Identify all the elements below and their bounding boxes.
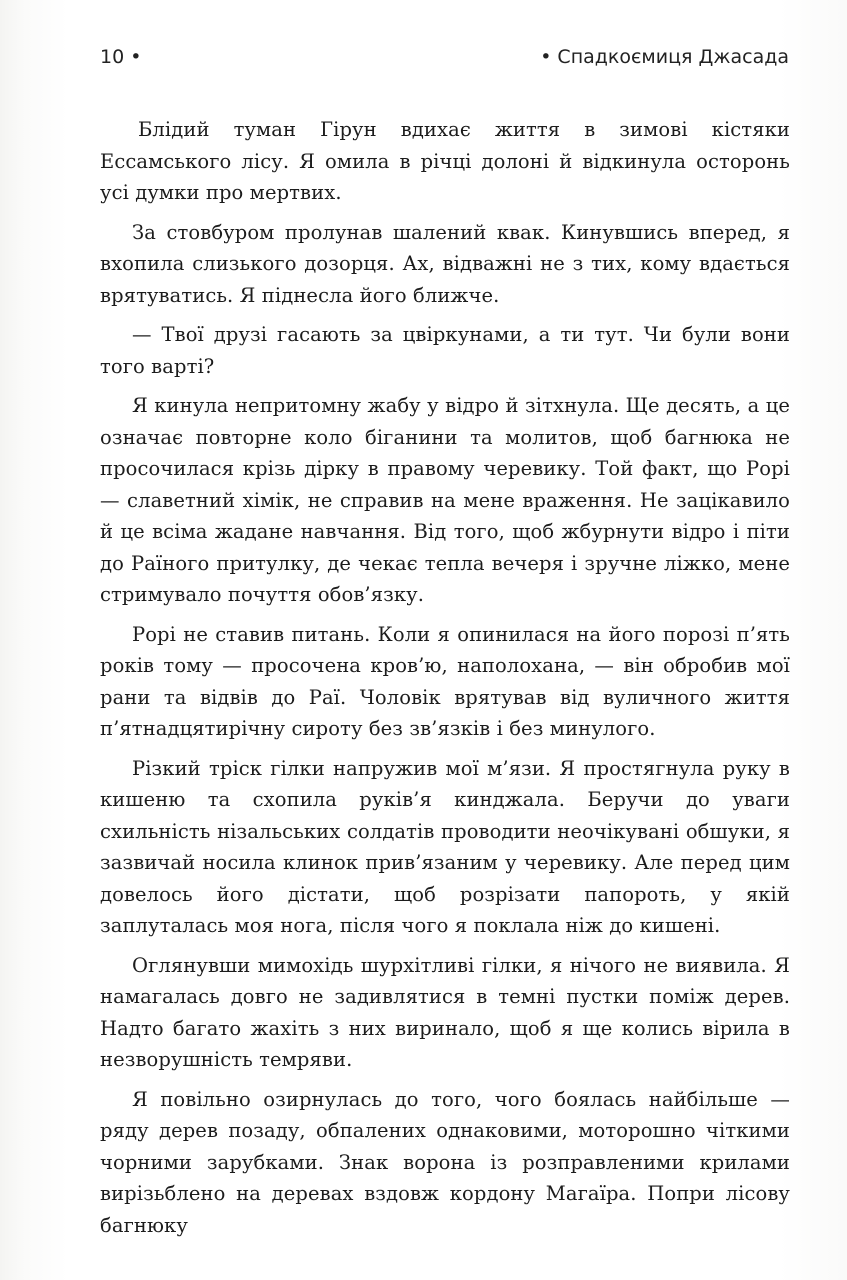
paragraph: Блідий туман Гірун вдихає життя в зимові кістяки Ессамського лісу. Я омила в річці долоні й відкинула осторонь усі думки про мертвих. [100, 118, 790, 204]
body-text [100, 114, 790, 1249]
paragraph: Різкий тріск гілки напружив мої м’язи. Я простягнула руку в кишеню та схопила руків’я кинджала. Беручи до уваги схильність нізальських солдатів проводити неочікувані обшуки, я зазвичай носила клинок прив’язаним у черевику. Але перед цим довелось його дістати, щоб розрізати папороть, у якій заплуталась моя нога, після чого я поклала ніж до кишені. [100, 756, 790, 937]
paragraph: — Твої друзі гасають за цвіркунами, а ти тут. Чи були вони того варті? [100, 323, 790, 378]
paragraph: Я кинула непритомну жабу у відро й зітхнула. Ще десять, а це означає повторне коло біганини та молитов, щоб багнюка не просочилася крізь дірку в правому черевику. Той факт, що Рорі — славетний хімік, не справив на мене враження. Не зацікавило й це всіма жадане навчання. Від того, щоб жбурнути відро і піти до Раїного притулку, де чекає тепла вечеря і зручне ліжко, мене стримувало почуття обов’язку. [100, 394, 790, 606]
paragraph: Рорі не ставив питань. Коли я опинилася на його порозі п’ять років тому — просочена кров’ю, наполохана, — він обробив мої рани та відвів до Раї. Чоловік врятував від вуличного життя п’ятнадцятирічну сироту без зв’язків і без минулого. [100, 622, 790, 740]
paragraph: Оглянувши мимохідь шурхітливі гілки, я нічого не виявила. Я намагалась довго не задивлятися в темні пустки поміж дерев. Надто багато жахіть з них виринало, щоб я ще колись вірила в незворушність темряви. [100, 953, 790, 1071]
paragraph: За стовбуром пролунав шалений квак. Кинувшись вперед, я вхопила слизького дозорця. Ах, відважні не з тих, кому вдається врятуватись. Я піднесла його ближче. [100, 220, 790, 307]
running-head [100, 46, 789, 76]
page-number: 10 • [100, 46, 142, 68]
paragraph: Я повільно озирнулась до того, чого боялась найбільше — ряду дерев позаду, обпалених однаковими, моторошно чіткими чорними зарубками. Знак ворона із розправленими крилами вирізьблено на деревах вздовж кордону Магаїра. Попри лісову багнюку [100, 1087, 790, 1237]
book-title: • Спадкоємиця Джасада [540, 46, 789, 68]
